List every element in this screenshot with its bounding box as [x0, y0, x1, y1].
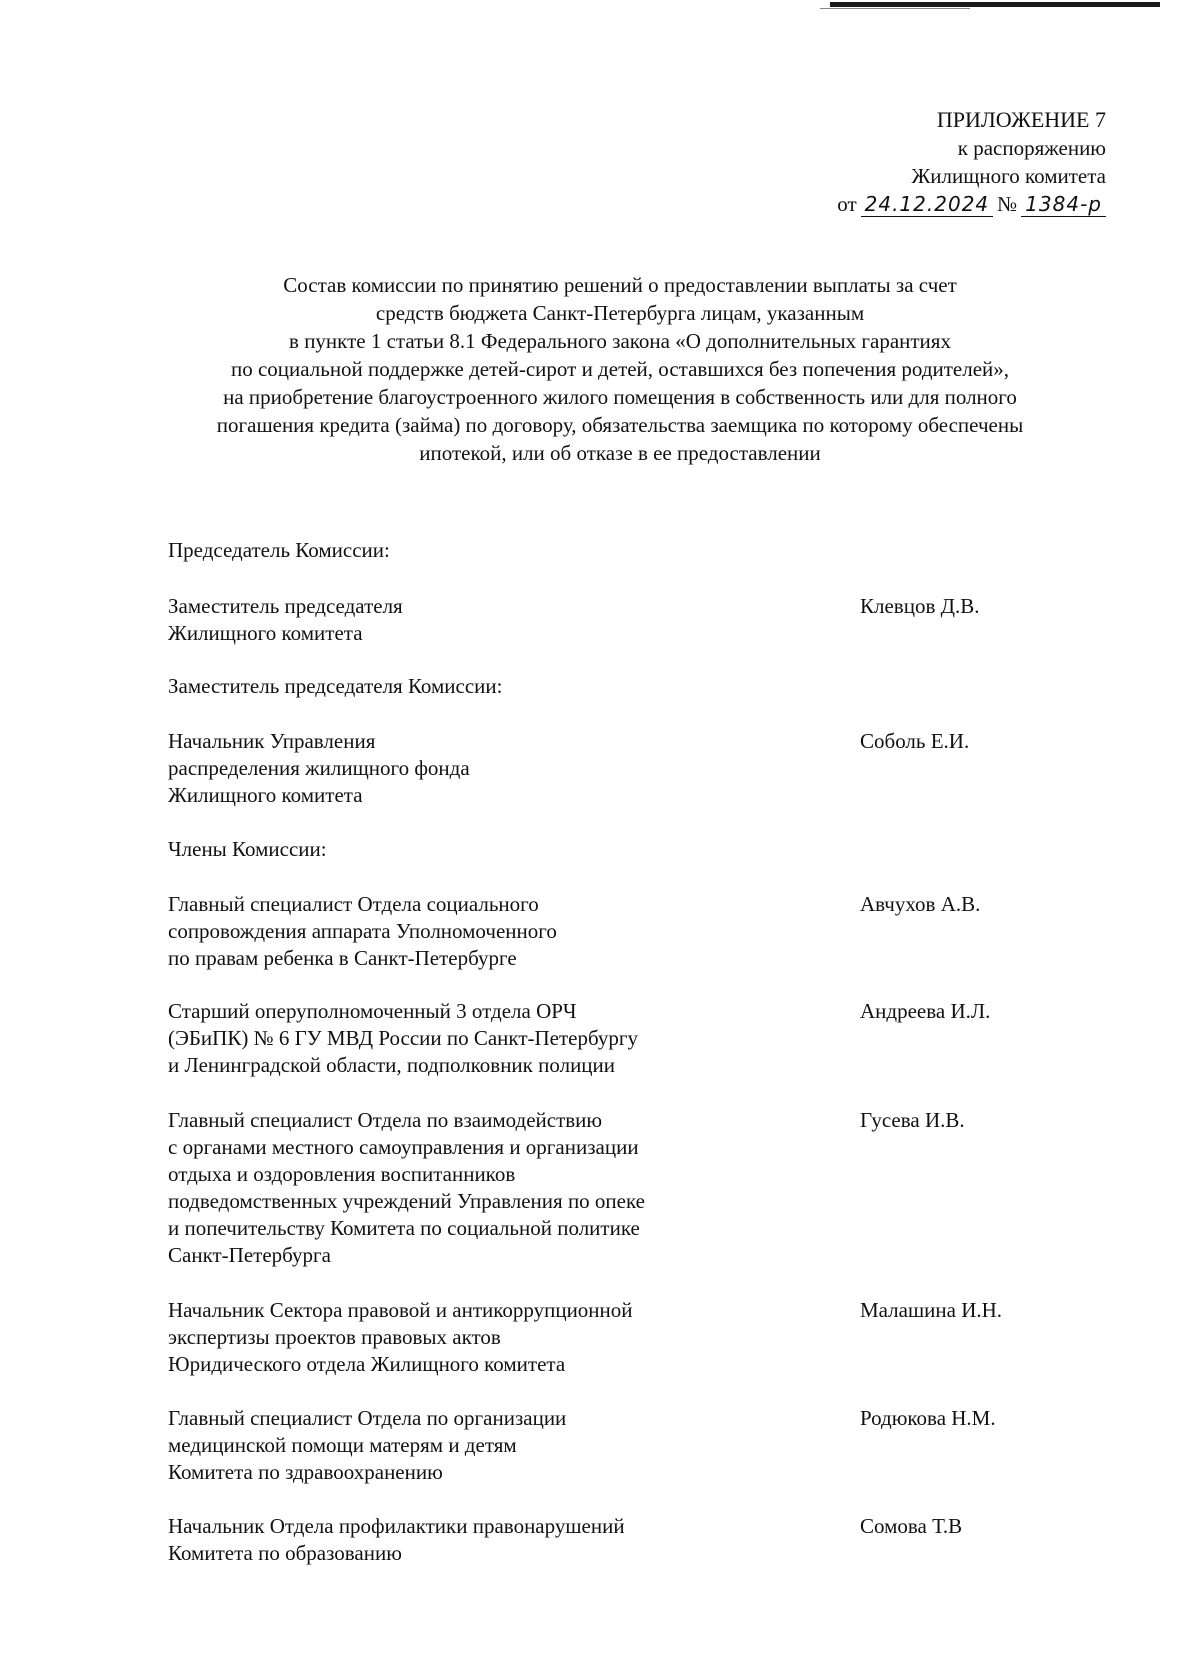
entry-position: [168, 1107, 728, 1269]
position-line: по правам ребенка в Санкт-Петербурге: [168, 946, 517, 970]
position-line: Заместитель председателя: [168, 594, 403, 618]
appendix-line-2: Жилищного комитета: [911, 164, 1106, 188]
position-line: Старший оперуполномоченный 3 отдела ОРЧ: [168, 999, 577, 1023]
top-rule-thin: [820, 8, 970, 9]
position-line: и Ленинградской области, подполковник полиции: [168, 1053, 616, 1077]
entry-position: [168, 593, 728, 647]
position-line: Главный специалист Отдела по взаимодействию: [168, 1108, 603, 1132]
entry-name: Родюкова Н.М.: [860, 1406, 996, 1430]
entry-name: Андреева И.Л.: [860, 999, 991, 1023]
entry-position: [168, 998, 728, 1079]
entry-name: Соболь Е.И.: [860, 729, 970, 753]
position-line: Жилищного комитета: [168, 783, 363, 807]
document-title: [160, 271, 1080, 467]
position-line: и попечительству Комитета по социальной политике: [168, 1216, 640, 1240]
appendix-line-1: к распоряжению: [957, 136, 1106, 160]
position-line: сопровождения аппарата Уполномоченного: [168, 919, 557, 943]
position-line: Главный специалист Отдела социального: [168, 892, 539, 916]
entry-name: Малашина И.Н.: [860, 1298, 1003, 1322]
entry-name: Клевцов Д.В.: [860, 594, 980, 618]
position-line: Санкт-Петербурга: [168, 1243, 331, 1267]
title-line: на приобретение благоустроенного жилого помещения в собственность или для полного: [223, 385, 1017, 409]
entry-name: Гусева И.В.: [860, 1108, 965, 1132]
title-line: погашения кредита (займа) по договору, обязательства заемщика по которому обеспечены: [216, 413, 1024, 437]
top-rule: [830, 2, 1160, 7]
position-line: Жилищного комитета: [168, 621, 363, 645]
position-line: медицинской помощи матерям и детям: [168, 1433, 517, 1457]
handwritten-date: 24.12.2024: [861, 192, 994, 217]
position-line: Главный специалист Отдела по организации: [168, 1406, 567, 1430]
entry-name: Авчухов А.В.: [860, 892, 981, 916]
position-line: Юридического отдела Жилищного комитета: [168, 1352, 566, 1376]
chair-heading: Председатель Комиссии:: [168, 538, 390, 562]
position-line: (ЭБиПК) № 6 ГУ МВД России по Санкт-Петербургу: [168, 1026, 638, 1050]
date-prefix: от: [837, 192, 857, 216]
entry-position: [168, 891, 728, 972]
position-line: распределения жилищного фонда: [168, 756, 470, 780]
appendix-title: ПРИЛОЖЕНИЕ 7: [936, 107, 1106, 132]
deputy-heading: Заместитель председателя Комиссии:: [168, 674, 503, 698]
entry-position: [168, 1513, 728, 1567]
title-line: по социальной поддержке детей-сирот и детей, оставшихся без попечения родителей»,: [230, 357, 1010, 381]
entry-position: [168, 1297, 728, 1378]
position-line: экспертизы проектов правовых актов: [168, 1325, 501, 1349]
position-line: Комитета по здравоохранению: [168, 1460, 443, 1484]
title-line: Состав комиссии по принятию решений о предоставлении выплаты за счет: [283, 273, 957, 297]
entry-position: [168, 728, 728, 809]
position-line: отдыха и оздоровления воспитанников: [168, 1162, 516, 1186]
position-line: с органами местного самоуправления и организации: [168, 1135, 639, 1159]
entry-position: [168, 1405, 728, 1486]
appendix-header: [837, 106, 1106, 218]
handwritten-number: 1384-р: [1021, 192, 1106, 217]
entry-name: Сомова Т.В: [860, 1514, 963, 1538]
members-heading: Члены Комиссии:: [168, 837, 327, 861]
appendix-reference: [837, 190, 1106, 218]
title-line: в пункте 1 статьи 8.1 Федерального закона «О дополнительных гарантиях: [289, 329, 951, 353]
number-prefix: №: [997, 192, 1018, 216]
position-line: Комитета по образованию: [168, 1541, 402, 1565]
title-line: средств бюджета Санкт-Петербурга лицам, указанным: [375, 301, 865, 325]
title-line: ипотекой, или об отказе в ее предоставлении: [419, 441, 821, 465]
position-line: Начальник Сектора правовой и антикоррупционной: [168, 1298, 633, 1322]
position-line: Начальник Отдела профилактики правонарушений: [168, 1514, 625, 1538]
position-line: Начальник Управления: [168, 729, 376, 753]
position-line: подведомственных учреждений Управления по опеке: [168, 1189, 645, 1213]
